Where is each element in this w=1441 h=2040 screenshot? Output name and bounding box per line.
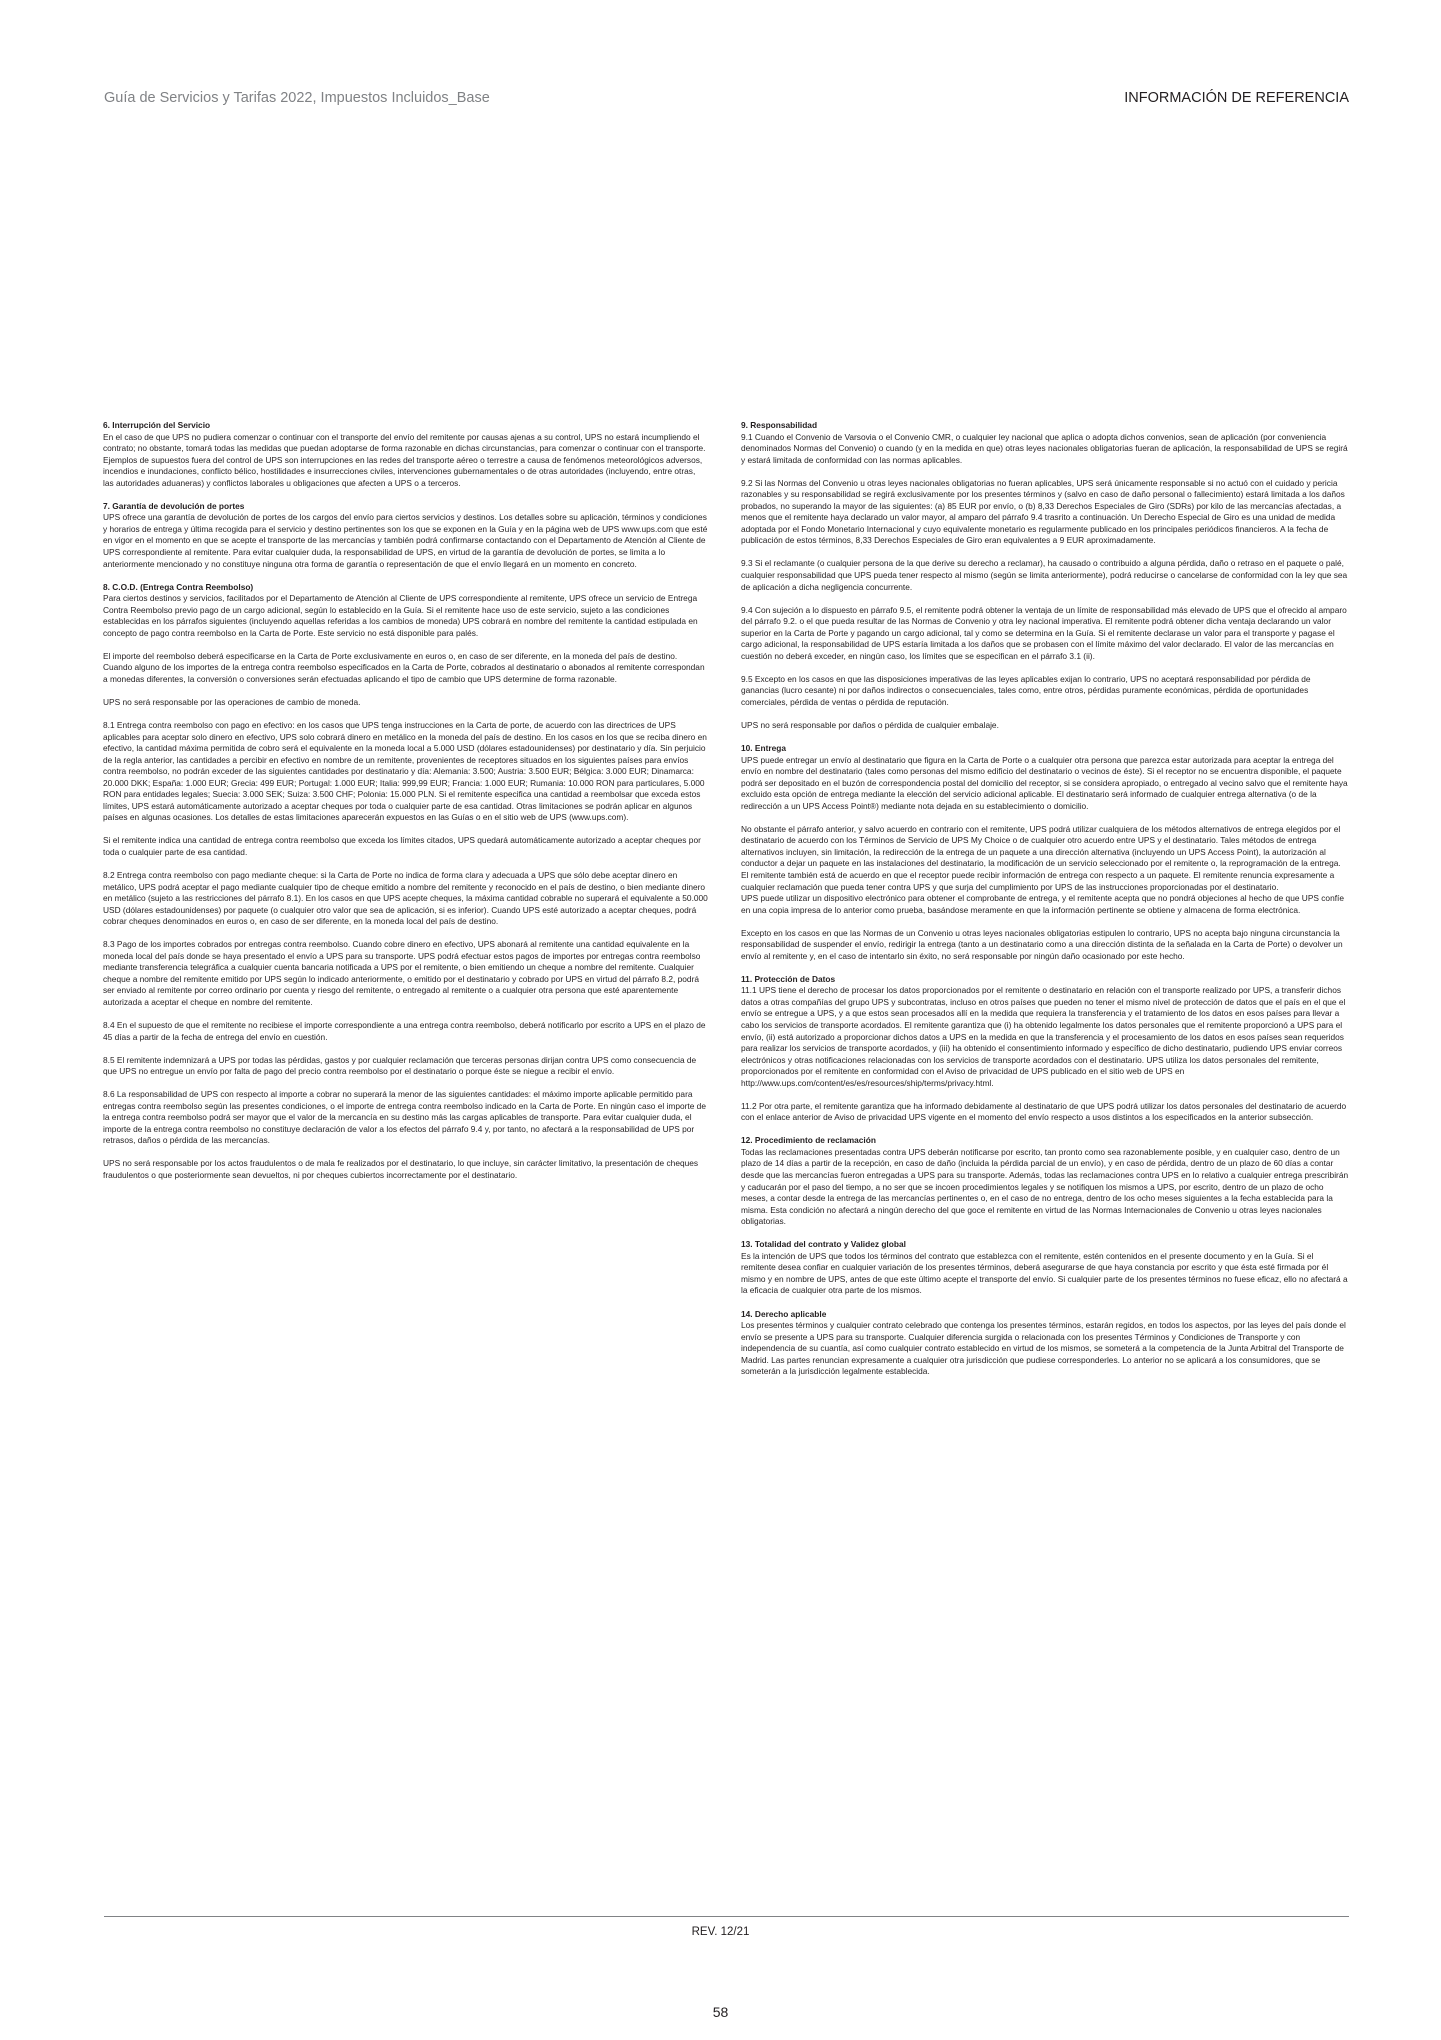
- section-interrupcion: [103, 420, 708, 489]
- paragraph: Los presentes términos y cualquier contrato celebrado que contenga los presentes términos, estarán regidos, en todos los aspectos, por las leyes del país donde el envío se presente a UPS para su transporte. Cualquier diferencia surgida o relacionada con los presentes Términos y Condiciones de Transporte y con independencia de su cuantía, así como cualquier contrato establecido en virtud de los mismos, se someterá a la competencia de la Junta Arbitral del Transporte de Madrid. Las partes renuncian expresamente a cualquier otra jurisdicción que pudiese corresponderles. Lo anterior no se aplicará a los consumidores, que se someterán a la jurisdicción legalmente establecida.: [741, 1320, 1346, 1377]
- section-proteccion-datos: [741, 974, 1349, 1124]
- paragraph: UPS no será responsable por daños o pérdida de cualquier embalaje.: [741, 719, 999, 730]
- section-heading: 13. Totalidad del contrato y Validez global: [741, 1239, 906, 1250]
- paragraph: 8.5 El remitente indemnizará a UPS por todas las pérdidas, gastos y por cualquier reclamación que terceras personas dirijan contra UPS como consecuencia de que UPS no entregue un envío por falta de pago del precio contra reembolso por el destinatario o porque éste se niegue a recibir el envío.: [103, 1054, 697, 1077]
- section-heading: 6. Interrupción del Servicio: [103, 420, 211, 430]
- paragraph: 8.6 La responsabilidad de UPS con respecto al importe a cobrar no superará la menor de las siguientes cantidades: el máximo importe aplicable permitido para entregas contra reembolso según las presentes condiciones, o el importe de entrega contra reembolso indicado en la Carta de Porte. En ningún caso el importe de la entrega contra reembolso podrá ser mayor que el valor de la mercancía en su destino más las cargas aplicables de transporte. Para evitar cualquier duda, el importe de la entrega contra reembolso no constituye declaración de valor a los efectos del párrafo 9.4 y, por tanto, no afectará a la responsabilidad de UPS por retrasos, daños o pérdida de las mercancías.: [103, 1089, 706, 1146]
- paragraph: Es la intención de UPS que todos los términos del contrato que establezca con el remitente, estén contenidos en el presente documento y en la Guía. Si el remitente desea confiar en cualquier variación de los presentes términos, deberá asegurarse de que haya constancia por escrito y que ésta esté firmada por él mismo y en nombre de UPS, antes de que este último acepte el transporte del envío. Si cualquier parte de los presentes términos no fuese eficaz, ello no afectará a la eficacia de cualquier otra parte de los mismos.: [741, 1250, 1348, 1296]
- section-heading: 9. Responsabilidad: [741, 420, 818, 430]
- revision-label: REV. 12/21: [691, 1926, 750, 1938]
- section-title: INFORMACIÓN DE REFERENCIA: [1124, 90, 1349, 106]
- paragraph: No obstante el párrafo anterior, y salvo acuerdo en contrario con el remitente, UPS podrá utilizar cualquiera de los métodos alternativos de entrega elegidos por el destinatario de acuerdo con los Términos de Servicio de UPS My Choice o de cualquier otro acuerdo entre UPS y el destinatario. Tales métodos de entrega alternativos incluyen, sin limitación, la redirección de la entrega de un paquete a una dirección alternativa (incluyendo un UPS Access Point), la autorización al conductor a dejar un paquete en las instalaciones del destinatario, la modificación de un servicio seleccionado por el remitente o, la reprogramación de la entrega. El remitente también está de acuerdo en que el receptor puede recibir información de entrega con respecto a un paquete. El remitente renuncia expresamente a cualquier reclamación que pueda tener contra UPS y que surja del cumplimiento por UPS de las instrucciones proporcionadas por el destinatario. UPS puede utilizar un dispositivo electrónico para obtener el comprobante de entrega, y el remitente acepta que no pondrá objeciones al hecho de que UPS confíe en una copia impresa de lo anterior como prueba, basándose meramente en que la información pertinente se obtiene y almacena de forma electrónica.: [741, 823, 1344, 915]
- right-column: [741, 420, 1349, 1389]
- section-reclamacion: [741, 1135, 1349, 1227]
- section-heading: 7. Garantía de devolución de portes: [103, 500, 245, 511]
- paragraph: UPS puede entregar un envío al destinatario que figura en la Carta de Porte o a cualquier otra persona que parezca estar autorizada para aceptar la entrega del envío en nombre del destinatario (tales como personas del mismo edificio del destinatario o vecinos de éste). Si el receptor no se encuentra disponible, el paquete podrá ser depositado en el buzón de correspondencia postal del domicilio del receptor, si se considera apropiado, o entregado al vecino salvo que el remitente haya excluido esta opción de entrega mediante la elección del servicio adicional aplicable. El destinatario será informado de cualquier entrega alternativa (o de la redirección a un UPS Access Point®) mediante nota dejada en su establecimiento o domicilio.: [741, 754, 1348, 811]
- paragraph: 9.2 Si las Normas del Convenio u otras leyes nacionales obligatorias no fueran aplicables, UPS será únicamente responsable si no actuó con el cuidado y pericia razonables y su responsabilidad se regirá exclusivamente por los presentes términos y (salvo en caso de daño personal o fallecimiento) estará limitada a los daños probados, no superando la mayor de las siguientes: (a) 85 EUR por envío, o (b) 8,33 Derechos Especiales de Giro (SDRs) por kilo de las mercancías afectadas, a menos que el remitente haya declarado un valor mayor, al amparo del párrafo 9.4 trasrito a continuación. Un Derecho Especial de Giro es una unidad de medida adoptada por el Fondo Monetario Internacional y cuyo equivalente monetario es regularmente publicado en los principales periódicos financieros. A la fecha de publicación de estos términos, 8,33 Derechos Especiales de Giro eran equivalentes a 9 EUR aproximadamente.: [741, 477, 1345, 546]
- paragraph: 11.1 UPS tiene el derecho de procesar los datos proporcionados por el remitente o destinatario en relación con el transporte realizado por UPS, a transferir dichos datos a otras compañías del grupo UPS y subcontratas, incluso en otros países que pueden no tener el mismo nivel de protección de datos que el país en el que el envío se entregue a UPS, y a que estos sean procesados allí en la medida que requiera la transferencia y el tratamiento de los datos en esos países para llevar a cabo los servicios de transporte acordados. El remitente garantiza que (i) ha obtenido legalmente los datos personales que el remitente proporcionó a UPS para el envío, (ii) está autorizado a proporcionar dichos datos a UPS en la medida en que la transferencia y el procesamiento de los datos en esos países sean requeridos para realizar los servicios de transporte acordados, y (iii) ha obtenido el consentimiento informado y específico de dicho destinatario, pudiendo UPS enviar correos electrónicos y otras notificaciones relacionadas con los servicios de transporte acordados con el destinatario. UPS utiliza los datos personales del remitente, proporcionados por el remitente en conformidad con el Aviso de privacidad de UPS publicado en el sitio web de UPS en http://www.ups.com/content/es/es/resources/ship/terms/privacy.html.: [741, 985, 1346, 1088]
- paragraph: El importe del reembolso deberá especificarse en la Carta de Porte exclusivamente en euros o, en caso de ser diferente, en la moneda del país de destino. Cuando alguno de los importes de la entrega contra reembolso especificados en la Carta de Porte, cobrados al destinatario o abonados al remitente correspondan a monedas diferentes, la conversión o conversiones serán efectuadas aplicando el tipo de cambio que UPS determine de forma razonable.: [103, 650, 705, 684]
- section-heading: 8. C.O.D. (Entrega Contra Reembolso): [103, 581, 254, 592]
- footer-divider: [104, 1916, 1349, 1917]
- paragraph: Excepto en los casos en que las Normas de un Convenio u otras leyes nacionales obligatorias estipulen lo contrario, UPS no acepta bajo ninguna circunstancia la responsabilidad de suspender el envío, redirigir la entrega (tanto a un destinatario como a una dirección distinta de la señalada en la Carta de Porte) o devolver un envío al remitente y, en el caso de intentarlo sin éxito, no será responsable por ningún daño ocasionado por este hecho.: [741, 927, 1343, 961]
- section-heading: 14. Derecho aplicable: [741, 1308, 827, 1319]
- paragraph: 9.4 Con sujeción a lo dispuesto en párrafo 9.5, el remitente podrá obtener la ventaja de un límite de responsabilidad más elevado de UPS que el ofrecido al amparo del párrafo 9.2. o el que pueda resultar de las Normas de Convenio y otra ley nacional imperativa. El remitente podrá obtener dicha ventaja declarando un valor superior en la Carta de Porte y pagando un cargo adicional, tal y como se determina en la Guía. Si el remitente declarase un valor para el transporte y pagase el cargo adicional, la responsabilidad de UPS estaría limitada a los daños que se probasen con el límite máximo del valor declarado. El valor de las mercancías en cuestión no deberá exceder, en ningún caso, los límites que se especifican en el párrafo 3.1 (ii).: [741, 604, 1347, 661]
- document-title: Guía de Servicios y Tarifas 2022, Impuestos Incluidos_Base: [104, 90, 490, 106]
- page-number: 58: [712, 2004, 729, 2020]
- paragraph: Todas las reclamaciones presentadas contra UPS deberán notificarse por escrito, tan pronto como sea razonablemente posible, y en cualquier caso, dentro de un plazo de 14 días a partir de la recepción, en caso de daño (incluida la pérdida parcial de un envío), y en caso de pérdida, dentro de un plazo de 60 días a contar desde que las mercancías fueron entregadas a UPS para su transporte. Además, todas las reclamaciones contra UPS en lo relativo a cualquier entrega prescribirán y caducarán por el paso del tiempo, a no ser que se incoen procedimientos legales y se notifiquen los mismos a UPS, por escrito, dentro de un plazo de ocho meses, a contar desde la entrega de las mercancías pertinentes o, en el caso de no entrega, dentro de los ocho meses siguientes a la fecha establecida para la misma. Esta condición no afectará a ningún derecho del que goce el remitente en virtud de las Normas Internacionales de Convenio u otras leyes nacionales obligatorias.: [741, 1146, 1349, 1227]
- paragraph: UPS no será responsable por los actos fraudulentos o de mala fe realizados por el destinatario, lo que incluye, sin carácter limitativo, la presentación de cheques fraudulentos o que posteriormente sean devueltos, ni por cheques cubiertos incorrectamente por el destinatario.: [103, 1158, 699, 1180]
- paragraph: 9.5 Excepto en los casos en que las disposiciones imperativas de las leyes aplicables exijan lo contrario, UPS no aceptará responsabilidad por pérdida de ganancias (lucro cesante) ni por daños indirectos o consecuenciales, tales como, entre otros, pérdidas puramente económicas, pérdida de oportunidades comerciales, pérdida de ventas o pérdida de reputación.: [741, 673, 1311, 707]
- paragraph: 8.1 Entrega contra reembolso con pago en efectivo: en los casos que UPS tenga instrucciones en la Carta de porte, de acuerdo con las directrices de UPS aplicables para aceptar solo dinero en efectivo, UPS solo cobrará dinero en metálico en la moneda del país de destino. En los casos en los que se reciba dinero en efectivo, la cantidad máxima permitida de cobro será el equivalente en la moneda local a 5.000 USD (dólares estadounidenses) por destinatario y día. Sin perjuicio de la regla anterior, las cantidades a percibir en efectivo en nombre de un remitente, provenientes de receptores situados en los siguientes países para envíos contra reembolso, no podrán exceder de las siguientes cantidades por destinatario y día: Alemania: 3.500; Austria: 3.500 EUR; Bélgica: 3.000 EUR; Dinamarca: 20.000 DKK; España: 1.000 EUR; Grecia: 499 EUR; Portugal: 1.000 EUR; Italia: 999,99 EUR; Francia: 1.000 EUR; Rumania: 10.000 RON para particulares, 5.000 RON para entidades legales; Suecia: 3.000 SEK; Suiza: 3.500 CHF; Polonia: 15.000 PLN. Si el remitente especifica una cantidad a reembolsar que exceda estos límites, UPS estará automáticamente autorizado a aceptar cheques por toda o cualquier parte de esa cantidad. Otras limitaciones se podrán aplicar en algunos países en algunas ocasiones. Los detalles de estas limitaciones aparecerán expuestos en las Guías o en el sitio web de UPS (www.ups.com).: [103, 719, 707, 823]
- section-heading: 10. Entrega: [741, 743, 786, 754]
- paragraph: 8.4 En el supuesto de que el remitente no recibiese el importe correspondiente a una entrega contra reembolso, deberá notificarlo por escrito a UPS en el plazo de 45 días a partir de la fecha de entrega del envío en cuestión.: [103, 1020, 706, 1042]
- section-totalidad: [741, 1239, 1349, 1297]
- paragraph: UPS ofrece una garantía de devolución de portes de los cargos del envío para ciertos servicios y destinos. Los detalles sobre su aplicación, términos y condiciones y horarios de entrega y última recogida para el servicio y destino pertinentes son los que se exponen en la Guía y en la página web de UPS www.ups.com que esté en vigor en el momento en que se acepte el transporte de las mercancías y también podrá confirmarse contactando con el Departamento de Atención al Cliente de UPS correspondiente al remitente. Para evitar cualquier duda, la responsabilidad de UPS, en virtud de la garantía de devolución de portes, se limita a lo anteriormente mencionado y no constituye ninguna otra forma de garantía o representación de que el envío llegará en un momento en concreto.: [103, 512, 708, 569]
- section-garantia: [103, 501, 708, 570]
- section-heading: 12. Procedimiento de reclamación: [741, 1135, 876, 1146]
- paragraph: UPS no será responsable por las operaciones de cambio de moneda.: [103, 696, 361, 707]
- paragraph: En el caso de que UPS no pudiera comenzar o continuar con el transporte del envío del remitente por causas ajenas a su control, UPS no estará incumpliendo el contrato; no obstante, tomará todas las medidas que puedan adoptarse de forma razonable en dichas circunstancias, para comenzar o continuar con el transporte. Ejemplos de supuestos fuera del control de UPS son interrupciones en las redes del transporte aéreo o terrestre a causa de fenómenos meteorológicos adversos, incendios e inundaciones, conflicto bélico, hostilidades e insurrecciones civiles, intervenciones gubernamentales o de otras autoridades (incluyendo, entre otras, las autoridades aduaneras) y conflictos laborales u obligaciones que afecten a UPS o a terceros.: [103, 431, 706, 488]
- section-derecho-aplicable: [741, 1309, 1349, 1378]
- section-cod: [103, 582, 708, 1182]
- paragraph: Si el remitente indica una cantidad de entrega contra reembolso que exceda los límites citados, UPS quedará automáticamente autorizado a aceptar cheques por toda o cualquier parte de esa cantidad.: [103, 835, 701, 857]
- paragraph: 9.3 Si el reclamante (o cualquier persona de la que derive su derecho a reclamar), ha causado o contribuido a alguna pérdida, daño o retraso en el paquete o palé, cualquier responsabilidad que UPS pueda tener respecto al mismo (según se limita anteriormente), podrá reducirse o cancelarse de conformidad con la ley que sea de aplicación a dicha negligencia concurrente.: [741, 558, 1348, 592]
- section-heading: 11. Protección de Datos: [741, 973, 836, 984]
- section-entrega: [741, 743, 1349, 962]
- left-column: [103, 420, 708, 1193]
- paragraph: Para ciertos destinos y servicios, facilitados por el Departamento de Atención al Cliente de UPS correspondiente al remitente, UPS ofrece un servicio de Entrega Contra Reembolso previo pago de un cargo adicional, según lo establecido en la Guía. Si el remitente hace uso de este servicio, sujeto a las condiciones establecidas en los párrafos siguientes (incluyendo aquellas referidas a los cambios de moneda) UPS cobrará en nombre del remitente la cantidad estipulada en concepto de pago contra reembolso en la Carta de Porte. Este servicio no está disponible para palés.: [103, 593, 698, 638]
- paragraph: 8.3 Pago de los importes cobrados por entregas contra reembolso. Cuando cobre dinero en efectivo, UPS abonará al remitente una cantidad equivalente en la moneda local del país donde se haya presentado el envío a UPS para su transporte. UPS podrá efectuar estos pagos de importes por entregas contra reembolso mediante transferencia telegráfica a cualquier cuenta bancaria notificada a UPS por el remitente, o bien emitiendo un cheque a nombre del remitente. Cualquier cheque a nombre del remitente emitido por UPS según lo indicado anteriormente, o emitido por el destinatario y cobrado por UPS en virtud del párrafo 8.2, podrá ser enviado al remitente por correo ordinario por cuenta y riesgo del remitente, o entregado al remitente o a cualquier otra persona que esté aparentemente autorizada a aceptar el cheque en nombre del remitente.: [103, 939, 701, 1007]
- paragraph: 11.2 Por otra parte, el remitente garantiza que ha informado debidamente al destinatario de que UPS podrá utilizar los datos personales del destinatario de acuerdo con el enlace anterior de Aviso de privacidad UPS vigente en el momento del envío respecto a usos distintos a los especificados en la anterior subsección.: [741, 1100, 1347, 1123]
- paragraph: 8.2 Entrega contra reembolso con pago mediante cheque: si la Carta de Porte no indica de forma clara y adecuada a UPS que sólo debe aceptar dinero en metálico, UPS podrá aceptar el pago mediante cualquier tipo de cheque emitido a nombre del remitente y reconocido en el país de destino, o bien mediante dinero en metálico (sujeto a las restricciones del párrafo 8.1). En los casos en que UPS acepte cheques, la máxima cantidad cobrable no superará el equivalente a 50.000 USD (dólares estadounidenses) por paquete (o cualquier otro valor que sea de aplicación, si es inferior). Cuando UPS esté autorizado a aceptar cheques, podrá cobrar cheques denominados en euros o, en caso de ser diferente, en la moneda local del país de destino.: [103, 870, 708, 927]
- section-responsabilidad: [741, 420, 1349, 732]
- paragraph: 9.1 Cuando el Convenio de Varsovia o el Convenio CMR, o cualquier ley nacional que aplica o adopta dichos convenios, sean de aplicación (por conveniencia denominados Normas del Convenio) o cuando (y en la medida en que) otras leyes nacionales obligatorias fueran de aplicación, la responsabilidad de UPS se regirá y estará limitada de conformidad con las normas aplicables.: [741, 431, 1348, 465]
